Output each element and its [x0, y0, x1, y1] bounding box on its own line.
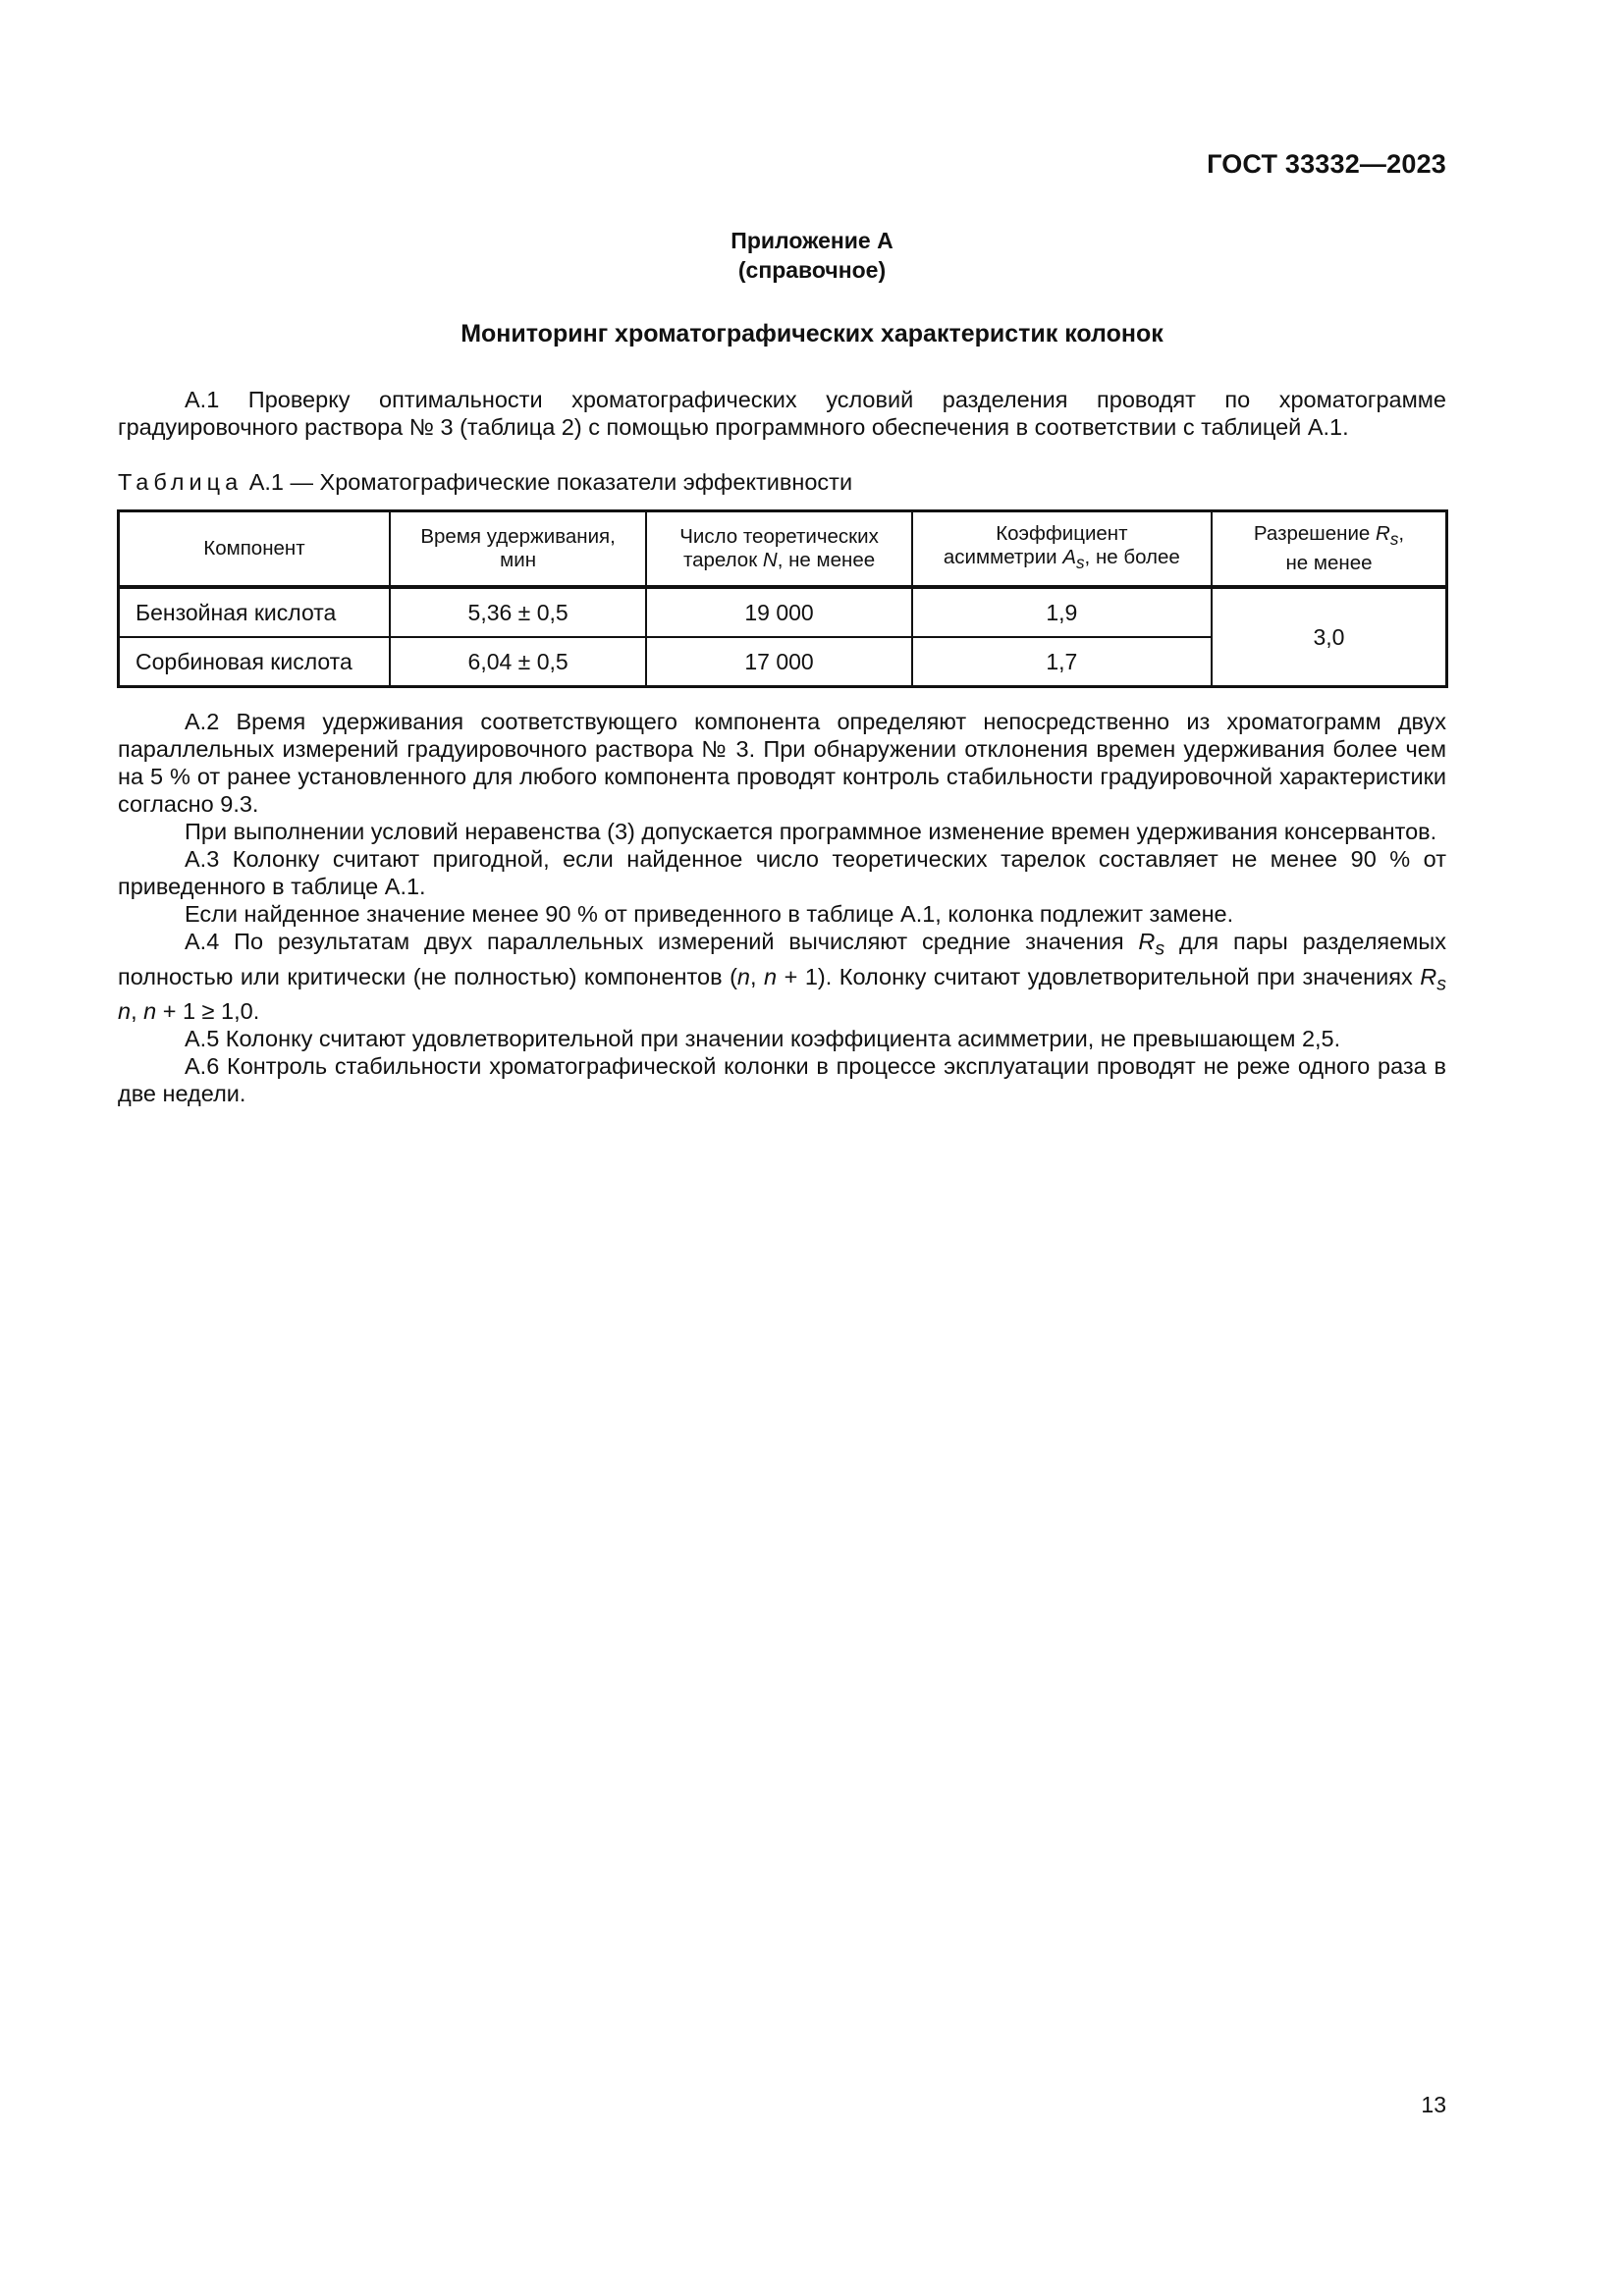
- cell-plates: 19 000: [646, 587, 911, 637]
- paragraph-a6: А.6 Контроль стабильности хроматографической колонки в процессе эксплуатации проводят не реже одного раза в две недели.: [118, 1053, 1446, 1107]
- cell-retention: 6,04 ± 0,5: [390, 637, 646, 687]
- table-header-row: [119, 511, 1447, 588]
- cell-component: Бензойная кислота: [119, 587, 390, 637]
- paragraph-a5: А.5 Колонку считают удовлетворительной при значении коэффициента асимметрии, не превышающем 2,5.: [185, 1026, 1341, 1052]
- header-asymmetry: Коэффициент асимметрии $A_s$, не более: [912, 511, 1212, 588]
- header-resolution: Разрешение $R_s$, не менее: [1212, 511, 1447, 588]
- header-component: Компонент: [119, 511, 390, 588]
- paragraph-a2: А.2 Время удерживания соответствующего компонента определяют непосредственно из хроматограмм двух параллельных измерений градуировочного раствора № 3. При обнаружении отклонения времен удерживания более чем на 5 % от ранее установленного для любого компонента проводят контроль стабильности градуировочной характеристики согласно 9.3.: [118, 709, 1446, 817]
- appendix-title: Приложение А: [731, 228, 893, 253]
- table-caption: [118, 467, 852, 497]
- document-code: ГОСТ 33332—2023: [1207, 149, 1446, 179]
- paragraph-a3-continued: Если найденное значение менее 90 % от приведенного в таблице А.1, колонка подлежит замене.: [185, 901, 1234, 927]
- paragraph-a2-continued: При выполнении условий неравенства (3) допускается программное изменение времен удерживания консервантов.: [185, 819, 1437, 844]
- header-plates: Число теоретических тарелок N, не менее: [646, 511, 911, 588]
- paragraph-a1-block: [118, 386, 1446, 441]
- paragraph-a3: А.3 Колонку считают пригодной, если найденное число теоретических тарелок составляет не менее 90 % от приведенного в таблице А.1.: [118, 846, 1446, 899]
- page-number: 13: [1421, 2092, 1446, 2117]
- cell-resolution: 3,0: [1212, 587, 1447, 687]
- cell-plates: 17 000: [646, 637, 911, 687]
- table-caption-label: Таблица: [118, 469, 244, 495]
- cell-asymmetry: 1,9: [912, 587, 1212, 637]
- table-caption-text: А.1 — Хроматографические показатели эффективности: [248, 469, 853, 495]
- appendix-subtitle: (справочное): [737, 257, 887, 283]
- section-title: Мониторинг хроматографических характеристик колонок: [460, 320, 1164, 347]
- cell-asymmetry: 1,7: [912, 637, 1212, 687]
- header-retention: Время удерживания, мин: [390, 511, 646, 588]
- table-row: [119, 587, 1447, 637]
- body-text: [118, 708, 1446, 1107]
- paragraph-a1: А.1 Проверку оптимальности хроматографических условий разделения проводят по хроматограмме градуировочного раствора № 3 (таблица 2) с помощью программного обеспечения в соответствии с таблицей А.1.: [118, 387, 1446, 440]
- cell-retention: 5,36 ± 0,5: [390, 587, 646, 637]
- cell-component: Сорбиновая кислота: [119, 637, 390, 687]
- appendix-heading: [0, 226, 1624, 285]
- paragraph-a4: А.4 По результатам двух параллельных измерений вычисляют средние значения $R_s$ для пары разделяемых полностью или критически (не полностью) компонентов (n, n + 1). Колонку считают удовлетворительной при значениях $R_s$ n, n + 1 ≥ 1,0.: [118, 929, 1447, 1025]
- efficiency-table: [117, 509, 1448, 688]
